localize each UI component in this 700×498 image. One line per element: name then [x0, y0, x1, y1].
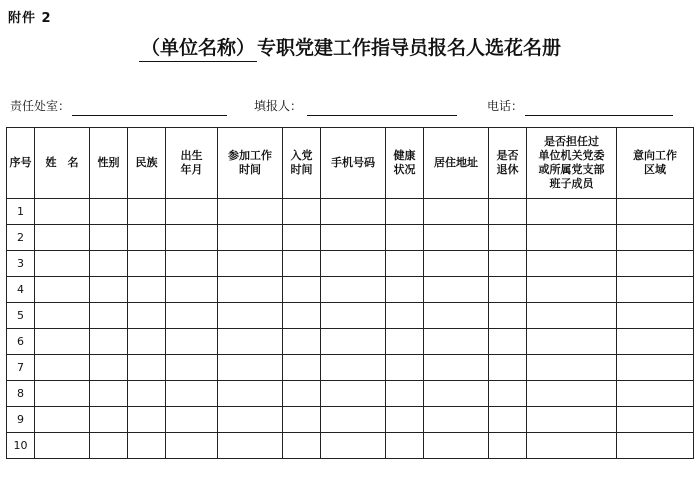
cell-party-join[interactable] — [283, 381, 321, 407]
cell-gender[interactable] — [90, 381, 128, 407]
unit-name-placeholder: （单位名称） — [139, 33, 257, 62]
cell-gender[interactable] — [90, 199, 128, 225]
cell-birth-date[interactable] — [166, 433, 218, 459]
cell-work-start[interactable] — [218, 225, 283, 251]
cell-health[interactable] — [386, 199, 424, 225]
header-mobile — [321, 128, 386, 199]
cell-retired[interactable] — [489, 381, 527, 407]
cell-address[interactable] — [424, 433, 489, 459]
cell-gender[interactable] — [90, 225, 128, 251]
cell-gender[interactable] — [90, 277, 128, 303]
header-line: 状况 — [393, 163, 416, 176]
header-line: 退休 — [496, 163, 519, 176]
cell-committee-member[interactable] — [527, 251, 617, 277]
header-committee-member — [527, 128, 617, 199]
cell-ethnicity[interactable] — [128, 407, 166, 433]
header-health — [386, 128, 424, 199]
header-ethnicity — [128, 128, 166, 199]
row-number: 5 — [7, 303, 35, 329]
cell-name[interactable] — [35, 433, 90, 459]
cell-name[interactable] — [35, 251, 90, 277]
header-line: 民族 — [135, 156, 158, 169]
cell-name[interactable] — [35, 277, 90, 303]
row-number: 9 — [7, 407, 35, 433]
cell-name[interactable] — [35, 329, 90, 355]
row-number: 1 — [7, 199, 35, 225]
cell-gender[interactable] — [90, 433, 128, 459]
responsible-office-label: 责任处室： — [10, 99, 71, 113]
cell-party-join[interactable] — [283, 407, 321, 433]
header-line: 是否 — [496, 149, 519, 162]
cell-ethnicity[interactable] — [128, 251, 166, 277]
cell-committee-member[interactable] — [527, 355, 617, 381]
header-line: 出生 — [180, 149, 203, 162]
row-number: 8 — [7, 381, 35, 407]
cell-name[interactable] — [35, 381, 90, 407]
cell-ethnicity[interactable] — [128, 303, 166, 329]
table-row — [7, 199, 694, 225]
cell-name[interactable] — [35, 303, 90, 329]
row-number: 10 — [7, 433, 35, 459]
table-row — [7, 381, 694, 407]
cell-party-join[interactable] — [283, 199, 321, 225]
responsible-office-input[interactable] — [72, 115, 227, 116]
page-title — [0, 33, 700, 62]
cell-retired[interactable] — [489, 225, 527, 251]
cell-address[interactable] — [424, 355, 489, 381]
cell-birth-date[interactable] — [166, 225, 218, 251]
cell-work-start[interactable] — [218, 407, 283, 433]
cell-party-join[interactable] — [283, 225, 321, 251]
phone-label: 电话： — [487, 99, 524, 113]
cell-preferred-area[interactable] — [617, 433, 694, 459]
cell-preferred-area[interactable] — [617, 329, 694, 355]
cell-party-join[interactable] — [283, 303, 321, 329]
cell-name[interactable] — [35, 355, 90, 381]
header-line: 姓 名 — [45, 156, 79, 169]
header-line: 班子成员 — [549, 177, 594, 190]
cell-health[interactable] — [386, 225, 424, 251]
cell-ethnicity[interactable] — [128, 199, 166, 225]
cell-name[interactable] — [35, 407, 90, 433]
header-line: 时间 — [290, 163, 313, 176]
table-row — [7, 277, 694, 303]
header-seq — [7, 128, 35, 199]
header-line: 年月 — [180, 163, 203, 176]
cell-mobile[interactable] — [321, 251, 386, 277]
cell-retired[interactable] — [489, 303, 527, 329]
cell-preferred-area[interactable] — [617, 381, 694, 407]
cell-gender[interactable] — [90, 355, 128, 381]
table-row — [7, 433, 694, 459]
cell-work-start[interactable] — [218, 355, 283, 381]
filler-field — [254, 97, 302, 114]
cell-address[interactable] — [424, 277, 489, 303]
cell-address[interactable] — [424, 407, 489, 433]
cell-retired[interactable] — [489, 329, 527, 355]
header-party-join — [283, 128, 321, 199]
cell-ethnicity[interactable] — [128, 355, 166, 381]
cell-party-join[interactable] — [283, 277, 321, 303]
cell-gender[interactable] — [90, 303, 128, 329]
header-line: 单位机关党委 — [538, 149, 605, 162]
cell-address[interactable] — [424, 303, 489, 329]
header-line: 意向工作 — [633, 149, 677, 162]
cell-retired[interactable] — [489, 199, 527, 225]
cell-mobile[interactable] — [321, 433, 386, 459]
cell-preferred-area[interactable] — [617, 407, 694, 433]
cell-retired[interactable] — [489, 433, 527, 459]
cell-name[interactable] — [35, 225, 90, 251]
table-row — [7, 225, 694, 251]
cell-birth-date[interactable] — [166, 199, 218, 225]
cell-address[interactable] — [424, 251, 489, 277]
cell-party-join[interactable] — [283, 329, 321, 355]
cell-committee-member[interactable] — [527, 303, 617, 329]
cell-address[interactable] — [424, 381, 489, 407]
cell-preferred-area[interactable] — [617, 303, 694, 329]
cell-mobile[interactable] — [321, 381, 386, 407]
cell-committee-member[interactable] — [527, 225, 617, 251]
cell-committee-member[interactable] — [527, 381, 617, 407]
row-number: 2 — [7, 225, 35, 251]
cell-birth-date[interactable] — [166, 329, 218, 355]
header-name — [35, 128, 90, 199]
phone-input[interactable] — [525, 115, 673, 116]
header-preferred-area — [617, 128, 694, 199]
cell-mobile[interactable] — [321, 303, 386, 329]
cell-mobile[interactable] — [321, 407, 386, 433]
cell-address[interactable] — [424, 329, 489, 355]
cell-birth-date[interactable] — [166, 303, 218, 329]
cell-ethnicity[interactable] — [128, 433, 166, 459]
header-line: 手机号码 — [331, 156, 375, 169]
cell-work-start[interactable] — [218, 329, 283, 355]
cell-health[interactable] — [386, 433, 424, 459]
cell-work-start[interactable] — [218, 251, 283, 277]
cell-birth-date[interactable] — [166, 381, 218, 407]
cell-health[interactable] — [386, 407, 424, 433]
roster-table — [6, 127, 694, 459]
cell-health[interactable] — [386, 303, 424, 329]
header-line: 序号 — [9, 156, 32, 169]
cell-health[interactable] — [386, 381, 424, 407]
cell-name[interactable] — [35, 199, 90, 225]
cell-health[interactable] — [386, 251, 424, 277]
cell-mobile[interactable] — [321, 277, 386, 303]
cell-work-start[interactable] — [218, 199, 283, 225]
cell-birth-date[interactable] — [166, 277, 218, 303]
cell-preferred-area[interactable] — [617, 199, 694, 225]
table-header-row — [7, 128, 694, 199]
cell-mobile[interactable] — [321, 199, 386, 225]
cell-ethnicity[interactable] — [128, 381, 166, 407]
cell-party-join[interactable] — [283, 355, 321, 381]
cell-birth-date[interactable] — [166, 407, 218, 433]
table-row — [7, 355, 694, 381]
header-gender — [90, 128, 128, 199]
cell-gender[interactable] — [90, 407, 128, 433]
cell-committee-member[interactable] — [527, 199, 617, 225]
cell-health[interactable] — [386, 277, 424, 303]
cell-committee-member[interactable] — [527, 433, 617, 459]
header-line: 性别 — [97, 156, 120, 169]
cell-work-start[interactable] — [218, 381, 283, 407]
cell-address[interactable] — [424, 199, 489, 225]
header-line: 健康 — [393, 149, 416, 162]
cell-retired[interactable] — [489, 251, 527, 277]
cell-committee-member[interactable] — [527, 407, 617, 433]
header-work-start — [218, 128, 283, 199]
cell-birth-date[interactable] — [166, 251, 218, 277]
row-number: 6 — [7, 329, 35, 355]
phone-field — [487, 97, 523, 114]
table-row — [7, 407, 694, 433]
table-row — [7, 329, 694, 355]
cell-retired[interactable] — [489, 277, 527, 303]
table-row — [7, 251, 694, 277]
cell-work-start[interactable] — [218, 303, 283, 329]
cell-health[interactable] — [386, 329, 424, 355]
responsible-office-field — [10, 97, 70, 114]
header-line: 是否担任过 — [544, 135, 599, 148]
cell-birth-date[interactable] — [166, 355, 218, 381]
cell-ethnicity[interactable] — [128, 329, 166, 355]
header-line: 居住地址 — [434, 156, 478, 169]
cell-ethnicity[interactable] — [128, 277, 166, 303]
cell-committee-member[interactable] — [527, 329, 617, 355]
row-number: 4 — [7, 277, 35, 303]
header-retired — [489, 128, 527, 199]
cell-committee-member[interactable] — [527, 277, 617, 303]
cell-address[interactable] — [424, 225, 489, 251]
header-line: 时间 — [239, 163, 261, 176]
cell-party-join[interactable] — [283, 433, 321, 459]
cell-health[interactable] — [386, 355, 424, 381]
cell-ethnicity[interactable] — [128, 225, 166, 251]
cell-gender[interactable] — [90, 329, 128, 355]
cell-preferred-area[interactable] — [617, 355, 694, 381]
cell-retired[interactable] — [489, 407, 527, 433]
cell-mobile[interactable] — [321, 355, 386, 381]
header-line: 或所属党支部 — [538, 163, 605, 176]
header-line: 区域 — [644, 163, 666, 176]
cell-preferred-area[interactable] — [617, 277, 694, 303]
cell-party-join[interactable] — [283, 251, 321, 277]
cell-mobile[interactable] — [321, 329, 386, 355]
table-row — [7, 303, 694, 329]
cell-work-start[interactable] — [218, 433, 283, 459]
row-number: 3 — [7, 251, 35, 277]
header-address — [424, 128, 489, 199]
header-line: 参加工作 — [228, 149, 272, 162]
row-number: 7 — [7, 355, 35, 381]
cell-work-start[interactable] — [218, 277, 283, 303]
header-birth-date — [166, 128, 218, 199]
cell-retired[interactable] — [489, 355, 527, 381]
cell-preferred-area[interactable] — [617, 225, 694, 251]
cell-mobile[interactable] — [321, 225, 386, 251]
filler-label: 填报人： — [254, 99, 303, 113]
cell-gender[interactable] — [90, 251, 128, 277]
cell-preferred-area[interactable] — [617, 251, 694, 277]
filler-input[interactable] — [307, 115, 457, 116]
header-line: 入党 — [290, 149, 313, 162]
title-main: 专职党建工作指导员报名人选花名册 — [257, 37, 562, 59]
attachment-label: 附件 2 — [8, 11, 52, 26]
